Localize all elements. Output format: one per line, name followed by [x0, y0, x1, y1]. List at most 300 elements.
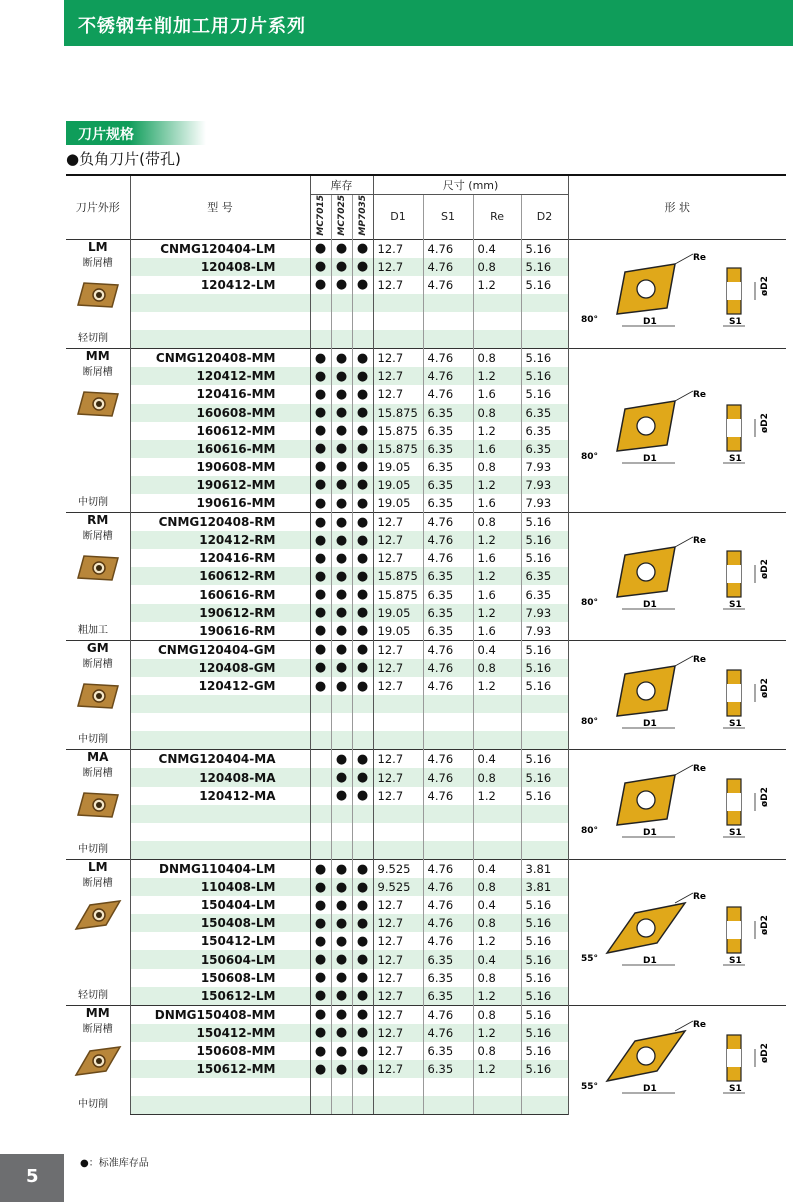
d2-value: 5.16 — [521, 1042, 568, 1060]
d2-value: 5.16 — [521, 932, 568, 950]
d2-value: 5.16 — [521, 1005, 568, 1024]
d1-value: 12.7 — [373, 1042, 423, 1060]
model-number: 160616-MM — [130, 440, 310, 458]
diagram-cell — [568, 1005, 786, 1115]
stock-mark — [352, 695, 373, 713]
stock-mark: ● — [331, 1060, 352, 1078]
stock-mark: ● — [310, 476, 331, 494]
stock-mark: ● — [352, 367, 373, 385]
stock-mark: ● — [310, 1005, 331, 1024]
d2-value — [521, 312, 568, 330]
model-number: 120408-MA — [130, 768, 310, 786]
s1-value — [423, 1078, 473, 1096]
diagram-label-angle: 55° — [581, 1081, 599, 1092]
model-number: DNMG150408-MM — [130, 1005, 310, 1024]
header-s1: S1 — [423, 195, 473, 240]
diagram-label-s1: S1 — [729, 1083, 743, 1094]
re-value: 0.4 — [473, 950, 521, 968]
s1-value: 4.76 — [423, 659, 473, 677]
re-value: 0.8 — [473, 258, 521, 276]
stock-mark: ● — [310, 385, 331, 403]
model-number: CNMG120404-MA — [130, 750, 310, 769]
stock-mark: ● — [352, 787, 373, 805]
stock-mark: ● — [310, 659, 331, 677]
stock-mark — [352, 1078, 373, 1096]
stock-mark — [331, 330, 352, 349]
insert-diagram — [577, 252, 777, 332]
stock-mark: ● — [352, 1042, 373, 1060]
stock-mark: ● — [310, 531, 331, 549]
s1-value: 4.76 — [423, 276, 473, 294]
d1-value — [373, 312, 423, 330]
stock-mark: ● — [352, 604, 373, 622]
s1-value: 6.35 — [423, 1060, 473, 1078]
table-row — [66, 513, 786, 532]
chipbreaker-code: LM — [87, 239, 108, 254]
stock-mark: ● — [352, 1024, 373, 1042]
d2-value — [521, 713, 568, 731]
d1-value: 12.7 — [373, 969, 423, 987]
stock-mark: ● — [331, 1024, 352, 1042]
re-value: 0.8 — [473, 404, 521, 422]
s1-value — [423, 805, 473, 823]
re-value: 1.6 — [473, 549, 521, 567]
diagram-label-s1: S1 — [729, 599, 743, 610]
stock-mark: ● — [310, 1060, 331, 1078]
s1-value: 6.35 — [423, 422, 473, 440]
stock-mark: ● — [352, 458, 373, 476]
section-subtitle: ●负角刀片(带孔) — [66, 150, 181, 168]
stock-mark: ● — [331, 258, 352, 276]
section-banner — [66, 121, 206, 145]
diagram-label-angle: 80° — [581, 452, 599, 463]
footnote: ●：标准库存品 — [80, 1158, 149, 1169]
shape-cell — [66, 513, 130, 641]
diagram-label-angle: 80° — [581, 716, 599, 727]
stock-mark: ● — [331, 239, 352, 258]
d1-value: 9.525 — [373, 878, 423, 896]
d1-value — [373, 805, 423, 823]
model-number: 120412-MM — [130, 367, 310, 385]
re-value: 1.2 — [473, 932, 521, 950]
d1-value: 12.7 — [373, 367, 423, 385]
chipbreaker-type: 断屑槽 — [82, 877, 113, 889]
model-number: 160612-RM — [130, 567, 310, 585]
d1-value: 12.7 — [373, 950, 423, 968]
d2-value — [521, 805, 568, 823]
d1-value: 15.875 — [373, 404, 423, 422]
chipbreaker-type: 断屑槽 — [82, 531, 113, 543]
diagram-label-d1: D1 — [643, 955, 658, 966]
diagram-label-re: Re — [693, 390, 707, 401]
stock-mark: ● — [310, 896, 331, 914]
s1-value — [423, 841, 473, 860]
insert-photo-icon — [72, 1041, 124, 1083]
diagram-label-d2: øD2 — [760, 559, 771, 579]
s1-value: 4.76 — [423, 385, 473, 403]
insert-photo-icon — [72, 895, 124, 937]
re-value — [473, 330, 521, 349]
s1-value: 4.76 — [423, 239, 473, 258]
d1-value — [373, 294, 423, 312]
d2-value: 5.16 — [521, 239, 568, 258]
d2-value: 5.16 — [521, 513, 568, 532]
stock-mark: ● — [352, 950, 373, 968]
model-number: 150612-MM — [130, 1060, 310, 1078]
diagram-label-d1: D1 — [643, 1083, 658, 1094]
shape-cell — [66, 1005, 130, 1115]
stock-mark: ● — [310, 258, 331, 276]
s1-value: 6.35 — [423, 440, 473, 458]
model-number — [130, 695, 310, 713]
stock-mark: ● — [331, 677, 352, 695]
s1-value: 4.76 — [423, 932, 473, 950]
stock-mark — [310, 330, 331, 349]
diagram-label-re: Re — [693, 764, 707, 775]
d1-value: 19.05 — [373, 458, 423, 476]
stock-mark: ● — [352, 549, 373, 567]
stock-mark: ● — [310, 567, 331, 585]
stock-mark: ● — [352, 239, 373, 258]
page-number: 5 — [26, 1166, 39, 1187]
d1-value — [373, 695, 423, 713]
insert-photo-icon — [72, 384, 124, 426]
chipbreaker-type: 断屑槽 — [82, 257, 113, 269]
s1-value — [423, 823, 473, 841]
model-number — [130, 841, 310, 860]
stock-mark: ● — [331, 932, 352, 950]
stock-mark: ● — [310, 549, 331, 567]
diagram-cell — [568, 349, 786, 513]
diagram-label-d2: øD2 — [760, 1042, 771, 1063]
d1-value: 12.7 — [373, 932, 423, 950]
re-value: 1.2 — [473, 987, 521, 1006]
model-number: 190612-MM — [130, 476, 310, 494]
application-label: 轻切削 — [78, 989, 108, 1001]
shape-cell — [66, 859, 130, 1005]
re-value — [473, 1096, 521, 1115]
diagram-label-d2: øD2 — [760, 787, 771, 808]
model-number: 120412-GM — [130, 677, 310, 695]
s1-value: 4.76 — [423, 258, 473, 276]
stock-mark — [310, 1096, 331, 1115]
grade-mp7035: MP7035 — [357, 195, 368, 236]
stock-mark: ● — [352, 932, 373, 950]
application-label: 中切削 — [78, 1099, 108, 1111]
model-number: 120408-LM — [130, 258, 310, 276]
s1-value — [423, 330, 473, 349]
stock-mark — [331, 713, 352, 731]
d1-value: 12.7 — [373, 349, 423, 368]
d1-value: 9.525 — [373, 859, 423, 878]
d2-value: 6.35 — [521, 422, 568, 440]
shape-cell — [66, 239, 130, 349]
model-number: 150412-MM — [130, 1024, 310, 1042]
insert-diagram — [577, 654, 777, 734]
insert-diagram — [577, 763, 777, 843]
re-value: 1.2 — [473, 476, 521, 494]
model-number: 150408-LM — [130, 914, 310, 932]
re-value: 1.6 — [473, 385, 521, 403]
stock-mark: ● — [352, 531, 373, 549]
diagram-label-re: Re — [693, 535, 707, 546]
stock-mark: ● — [331, 1042, 352, 1060]
stock-mark: ● — [352, 258, 373, 276]
re-value: 0.8 — [473, 458, 521, 476]
diagram-label-d1: D1 — [643, 599, 658, 610]
stock-mark: ● — [331, 404, 352, 422]
model-number — [130, 294, 310, 312]
re-value: 0.8 — [473, 349, 521, 368]
d2-value: 6.35 — [521, 440, 568, 458]
re-value: 0.8 — [473, 1005, 521, 1024]
d2-value — [521, 823, 568, 841]
model-number: CNMG120408-MM — [130, 349, 310, 368]
insert-photo-icon — [72, 275, 124, 317]
stock-mark — [310, 294, 331, 312]
stock-mark: ● — [310, 276, 331, 294]
d2-value: 7.93 — [521, 476, 568, 494]
stock-mark: ● — [310, 640, 331, 659]
header-d1: D1 — [373, 195, 423, 240]
re-value — [473, 731, 521, 750]
stock-mark — [310, 823, 331, 841]
grade-mc7025: MC7025 — [336, 195, 347, 236]
section-title: 刀片规格 — [78, 127, 134, 143]
stock-mark: ● — [352, 640, 373, 659]
d2-value: 6.35 — [521, 585, 568, 603]
stock-mark — [331, 841, 352, 860]
s1-value: 4.76 — [423, 1024, 473, 1042]
model-number — [130, 805, 310, 823]
d2-value: 5.16 — [521, 787, 568, 805]
insert-photo-icon — [72, 676, 124, 718]
d2-value: 5.16 — [521, 640, 568, 659]
model-number: 120416-MM — [130, 385, 310, 403]
d1-value: 12.7 — [373, 549, 423, 567]
diagram-label-s1: S1 — [729, 454, 743, 465]
re-value — [473, 823, 521, 841]
s1-value: 4.76 — [423, 914, 473, 932]
stock-mark: ● — [331, 914, 352, 932]
insert-diagram — [577, 535, 777, 615]
stock-mark: ● — [331, 640, 352, 659]
re-value: 1.2 — [473, 787, 521, 805]
stock-mark: ● — [331, 987, 352, 1006]
d2-value: 5.16 — [521, 1024, 568, 1042]
stock-mark: ● — [331, 859, 352, 878]
stock-mark: ● — [310, 604, 331, 622]
stock-mark: ● — [310, 932, 331, 950]
d2-value — [521, 731, 568, 750]
stock-mark — [352, 823, 373, 841]
stock-mark: ● — [331, 950, 352, 968]
d1-value: 12.7 — [373, 914, 423, 932]
stock-mark: ● — [310, 1042, 331, 1060]
diagram-cell — [568, 239, 786, 349]
d1-value: 15.875 — [373, 440, 423, 458]
d1-value: 15.875 — [373, 585, 423, 603]
s1-value: 6.35 — [423, 1042, 473, 1060]
d2-value: 5.16 — [521, 349, 568, 368]
model-number: 150608-MM — [130, 1042, 310, 1060]
d1-value: 12.7 — [373, 1060, 423, 1078]
d2-value: 5.16 — [521, 896, 568, 914]
s1-value — [423, 695, 473, 713]
model-number: 110408-LM — [130, 878, 310, 896]
d1-value: 12.7 — [373, 768, 423, 786]
stock-mark: ● — [352, 1060, 373, 1078]
d2-value: 3.81 — [521, 878, 568, 896]
diagram-label-angle: 80° — [581, 597, 599, 608]
stock-mark: ● — [331, 549, 352, 567]
s1-value: 4.76 — [423, 859, 473, 878]
stock-mark: ● — [331, 787, 352, 805]
table-row — [66, 859, 786, 878]
d1-value — [373, 823, 423, 841]
stock-mark — [310, 1078, 331, 1096]
stock-mark: ● — [331, 349, 352, 368]
diagram-label-s1: S1 — [729, 317, 743, 328]
stock-mark: ● — [310, 878, 331, 896]
d1-value: 12.7 — [373, 987, 423, 1006]
re-value: 0.8 — [473, 659, 521, 677]
insert-diagram — [577, 1019, 777, 1099]
d2-value: 5.16 — [521, 987, 568, 1006]
s1-value: 6.35 — [423, 987, 473, 1006]
diagram-cell — [568, 859, 786, 1005]
model-number: 190616-RM — [130, 622, 310, 641]
diagram-label-re: Re — [693, 654, 707, 665]
d2-value: 5.16 — [521, 659, 568, 677]
stock-mark: ● — [352, 987, 373, 1006]
re-value: 0.8 — [473, 969, 521, 987]
re-value: 0.4 — [473, 750, 521, 769]
stock-mark: ● — [331, 367, 352, 385]
d1-value: 12.7 — [373, 239, 423, 258]
diagram-label-d1: D1 — [643, 317, 658, 328]
model-number: 120416-RM — [130, 549, 310, 567]
d2-value: 5.16 — [521, 549, 568, 567]
s1-value: 6.35 — [423, 585, 473, 603]
table-row — [66, 239, 786, 258]
d1-value: 12.7 — [373, 531, 423, 549]
model-number: 150612-LM — [130, 987, 310, 1006]
stock-mark: ● — [352, 349, 373, 368]
re-value — [473, 695, 521, 713]
stock-mark — [352, 294, 373, 312]
stock-mark: ● — [352, 422, 373, 440]
d1-value: 12.7 — [373, 787, 423, 805]
stock-mark: ● — [331, 768, 352, 786]
s1-value: 4.76 — [423, 513, 473, 532]
d1-value: 15.875 — [373, 422, 423, 440]
d2-value: 5.16 — [521, 385, 568, 403]
stock-mark: ● — [352, 677, 373, 695]
re-value: 0.4 — [473, 859, 521, 878]
stock-mark — [352, 1096, 373, 1115]
stock-mark: ● — [331, 276, 352, 294]
stock-mark: ● — [352, 1005, 373, 1024]
s1-value: 4.76 — [423, 750, 473, 769]
stock-mark: ● — [310, 987, 331, 1006]
application-label: 中切削 — [78, 497, 108, 509]
d1-value: 12.7 — [373, 276, 423, 294]
stock-mark: ● — [331, 1005, 352, 1024]
d1-value: 12.7 — [373, 896, 423, 914]
s1-value: 6.35 — [423, 950, 473, 968]
stock-mark — [310, 768, 331, 786]
model-number: 150404-LM — [130, 896, 310, 914]
d1-value: 12.7 — [373, 1005, 423, 1024]
insert-photo-icon — [72, 785, 124, 827]
stock-mark — [310, 841, 331, 860]
re-value: 1.2 — [473, 367, 521, 385]
stock-mark: ● — [331, 440, 352, 458]
s1-value: 6.35 — [423, 494, 473, 513]
re-value: 1.2 — [473, 1060, 521, 1078]
d1-value: 12.7 — [373, 750, 423, 769]
model-number: 120408-GM — [130, 659, 310, 677]
stock-mark — [352, 841, 373, 860]
stock-mark — [310, 805, 331, 823]
s1-value: 4.76 — [423, 896, 473, 914]
s1-value — [423, 731, 473, 750]
re-value — [473, 805, 521, 823]
chipbreaker-code: RM — [87, 513, 109, 528]
d2-value — [521, 1078, 568, 1096]
d1-value: 19.05 — [373, 604, 423, 622]
stock-mark — [331, 312, 352, 330]
header-shape: 刀片外形 — [66, 175, 130, 239]
re-value: 1.6 — [473, 585, 521, 603]
model-number: CNMG120408-RM — [130, 513, 310, 532]
page-number-box — [0, 1154, 64, 1202]
s1-value: 6.35 — [423, 567, 473, 585]
header-model: 型 号 — [130, 175, 310, 239]
stock-mark — [331, 695, 352, 713]
re-value: 1.6 — [473, 440, 521, 458]
d1-value: 12.7 — [373, 659, 423, 677]
d2-value: 5.16 — [521, 531, 568, 549]
diagram-label-angle: 80° — [581, 315, 599, 326]
re-value: 0.4 — [473, 896, 521, 914]
d1-value: 12.7 — [373, 513, 423, 532]
model-number — [130, 312, 310, 330]
d1-value: 12.7 — [373, 258, 423, 276]
diagram-label-d2: øD2 — [760, 276, 771, 297]
stock-mark: ● — [352, 494, 373, 513]
shape-cell — [66, 349, 130, 513]
s1-value: 4.76 — [423, 640, 473, 659]
stock-mark: ● — [331, 750, 352, 769]
stock-mark: ● — [310, 622, 331, 641]
s1-value: 4.76 — [423, 787, 473, 805]
stock-mark — [352, 731, 373, 750]
stock-mark: ● — [331, 422, 352, 440]
d2-value: 3.81 — [521, 859, 568, 878]
diagram-label-d2: øD2 — [760, 413, 771, 434]
stock-mark — [310, 750, 331, 769]
s1-value: 6.35 — [423, 604, 473, 622]
d1-value — [373, 713, 423, 731]
re-value: 0.8 — [473, 768, 521, 786]
d2-value — [521, 841, 568, 860]
d2-value: 5.16 — [521, 750, 568, 769]
re-value: 1.6 — [473, 622, 521, 641]
table-row — [66, 750, 786, 769]
header-re: Re — [473, 195, 521, 240]
